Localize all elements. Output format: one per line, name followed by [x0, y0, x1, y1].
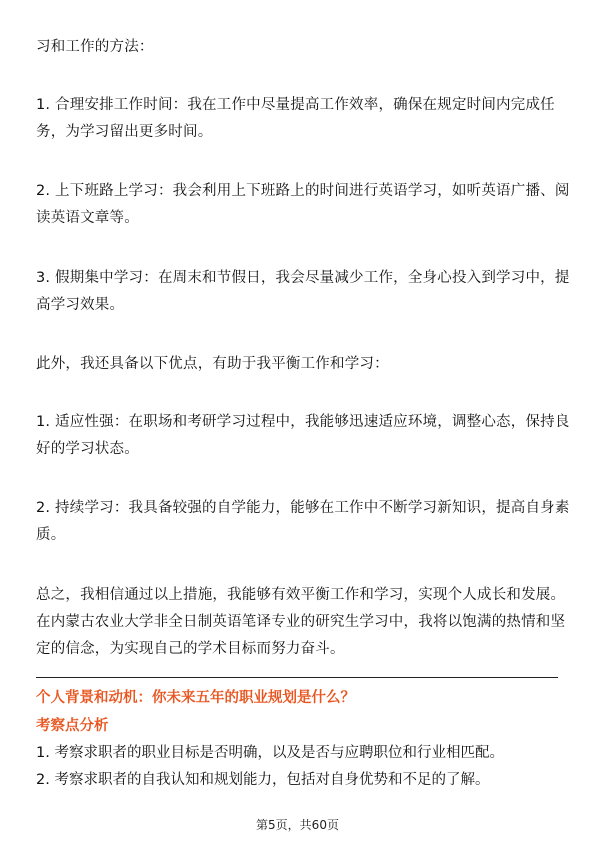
paragraph-method-3: [36, 265, 570, 319]
paragraph-advantage-1: [36, 409, 570, 463]
paragraph-line: 质。: [36, 527, 66, 543]
paragraph-line: 2. 上下班路上学习：我会利用上下班路上的时间进行英语学习，如听英语广播、阅: [36, 183, 570, 199]
paragraph-line: 务，为学习留出更多时间。: [36, 124, 213, 140]
paragraph-line: 此外，我还具备以下优点，有助于我平衡工作和学习：: [36, 356, 389, 372]
paragraph-intro: [36, 34, 558, 61]
paragraph-line: 2. 持续学习：我具备较强的自学能力，能够在工作中不断学习新知识，提高自身素: [36, 500, 570, 516]
paragraph-line: 在内蒙古农业大学非全日制英语笔译专业的研究生学习中，我将以饱满的热情和坚: [36, 614, 566, 630]
paragraph-line: 1. 适应性强：在职场和考研学习过程中，我能够迅速适应环境，调整心态，保持良: [36, 414, 570, 430]
paragraph-line: 好的学习状态。: [36, 441, 139, 457]
paragraph-advantages-intro: [36, 351, 558, 378]
question-heading: 个人背景和动机：你未来五年的职业规划是什么？: [36, 690, 355, 706]
paragraph-line: 高学习效果。: [36, 297, 125, 313]
paragraph-line: 习和工作的方法：: [36, 39, 154, 55]
paragraph-conclusion: [36, 582, 566, 663]
paragraph-line: 总之，我相信通过以上措施，我能够有效平衡工作和学习，实现个人成长和发展。: [36, 587, 566, 603]
analysis-title: 考察点分析: [36, 718, 109, 734]
page-number: 第5页，共60页: [256, 818, 339, 832]
paragraph-line: 读英语文章等。: [36, 210, 139, 226]
section-divider: [36, 677, 558, 678]
paragraph-line: 定的信念，为实现自己的学术目标而努力奋斗。: [36, 641, 345, 657]
paragraph-method-1: [36, 92, 558, 146]
paragraph-method-2: [36, 178, 570, 232]
paragraph-line: 3. 假期集中学习：在周末和节假日，我会尽量减少工作，全身心投入到学习中，提: [36, 270, 570, 286]
analysis-item: 1. 考察求职者的职业目标是否明确，以及是否与应聘职位和行业相匹配。: [36, 745, 504, 761]
paragraph-advantage-2: [36, 495, 570, 549]
analysis-item: 2. 考察求职者的自我认知和规划能力，包括对自身优势和不足的了解。: [36, 772, 490, 788]
paragraph-line: 1. 合理安排工作时间：我在工作中尽量提高工作效率，确保在规定时间内完成任: [36, 97, 555, 113]
